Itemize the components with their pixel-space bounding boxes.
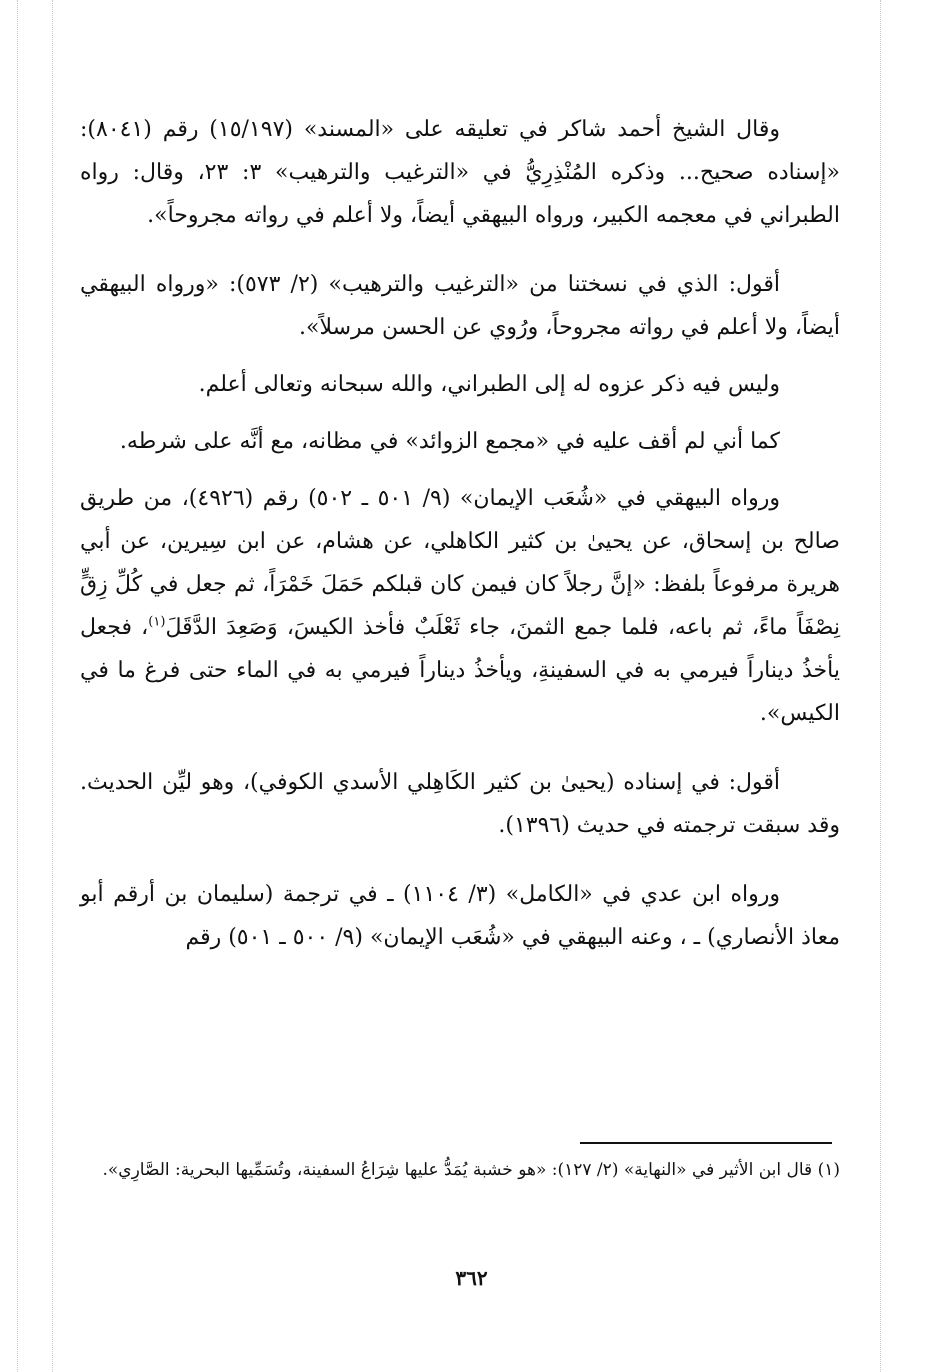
main-text <box>80 108 840 959</box>
paragraph-shuab <box>80 477 840 735</box>
paragraph-ibn-adi: ورواه ابن عدي في «الكامل» (٣/ ١١٠٤) ـ في ترجمة (سليمان بن أرقم أبو معاذ الأنصاري) ـ ، وعنه البيهقي في «شُعَب الإيمان» (٩/ ٥٠٠ ـ ٥٠١) رقم <box>80 882 840 950</box>
margin-guide-left <box>17 0 18 1372</box>
footnote-reference: (١) <box>148 614 166 630</box>
margin-guide-inner <box>52 0 53 1372</box>
paragraph-shuab-part1: ورواه البيهقي في «شُعَب الإيمان» (٩/ ٥٠١ ـ ٥٠٢) رقم (٤٩٢٦)، من طريق صالح بن إسحاق، عن يحيىٰ بن كثير الكاهلي، عن هشام، عن ابن سِيرين، عن أبي هريرة مرفوعاً بلفظ: «إنَّ رجلاً كان فيمن كان قبلكم حَمَلَ خَمْرَاً، ثم جعل في كُلِّ زِقٍّ نِصْفَاً ماءً، ثم باعه، فلما جمع الثمنَ، جاء ثَعْلَبٌ فأخذ الكيسَ، وَصَعِدَ الدَّقَلَ <box>80 486 840 640</box>
paragraph-shuab-part2: ، فجعل يأخذُ ديناراً فيرمي به في السفينةِ، ويأخذُ ديناراً فيرمي به في الماء حتى فرغ ما في الكيس». <box>80 615 840 726</box>
page-number: ٣٦٢ <box>455 1266 488 1290</box>
paragraph-majma: كما أني لم أقف عليه في «مجمع الزوائد» في مظانه، مع أنَّه على شرطه. <box>119 429 780 454</box>
footnote-separator <box>580 1142 832 1144</box>
footnote: (١) قال ابن الأثير في «النهاية» (٢/ ١٢٧): «هو خشبة يُمَدُّ عليها شِرَاعُ السفينة، وتُسَمِّيها البحرية: الصَّارِي». <box>102 1160 840 1180</box>
paragraph-aqul-targhib: أقول: الذي في نسختنا من «الترغيب والترهيب» (٢/ ٥٧٣): «ورواه البيهقي أيضاً، ولا أعلم في رواته مجروحاً، ورُوي عن الحسن مرسلاً». <box>80 272 840 340</box>
margin-guide-right <box>880 0 881 1372</box>
paragraph-shakir: وقال الشيخ أحمد شاكر في تعليقه على «المسند» (١٥/١٩٧) رقم (٨٠٤١): «إسناده صحيح... وذكره المُنْذِرِيُّ في «الترغيب والترهيب» ٣: ٢٣، وقال: رواه الطبراني في معجمه الكبير، ورواه البيهقي أيضاً، ولا أعلم في رواته مجروحاً». <box>80 117 840 228</box>
paragraph-aqul-isnad: أقول: في إسناده (يحيىٰ بن كثير الكَاهِلي الأسدي الكوفي)، وهو ليِّن الحديث. وقد سبقت ترجمته في حديث (١٣٩٦). <box>80 770 840 838</box>
paragraph-tabarani: وليس فيه ذكر عزوه له إلى الطبراني، والله سبحانه وتعالى أعلم. <box>198 372 780 397</box>
